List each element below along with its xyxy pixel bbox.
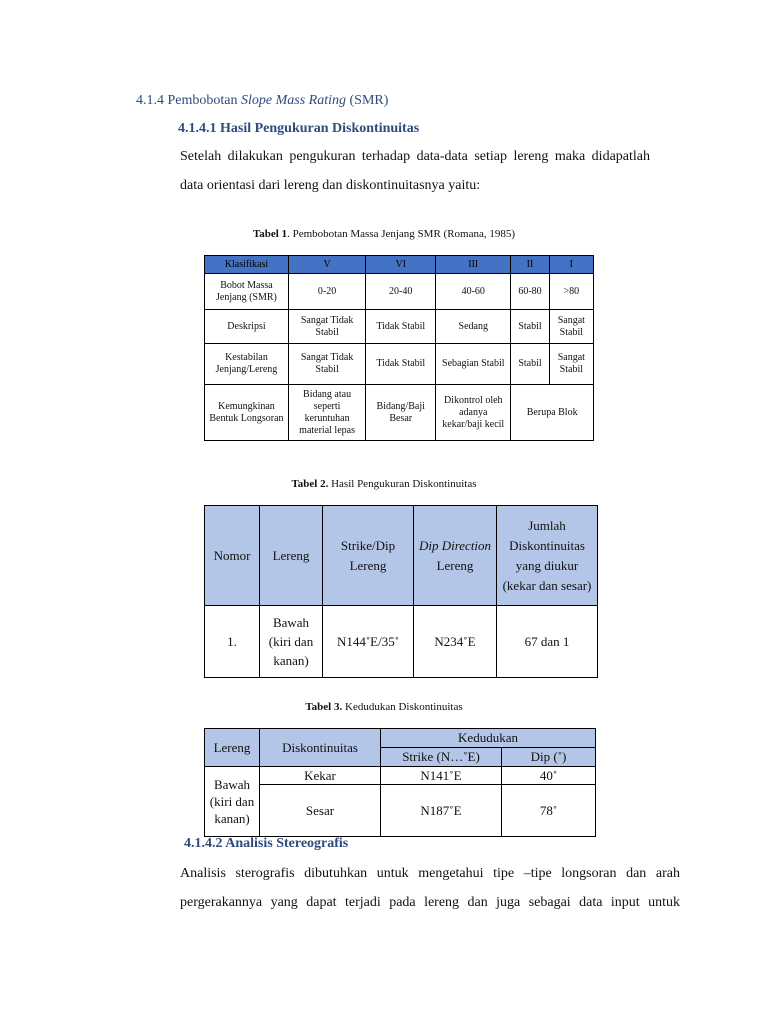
table-cell: 60-80 xyxy=(511,274,549,310)
table-cell: Kestabilan Jenjang/Lereng xyxy=(205,344,289,385)
table-header xyxy=(414,506,497,606)
table-header: III xyxy=(436,256,511,274)
table-cell: Kekar xyxy=(260,767,381,785)
dip-direction-rest: Lereng xyxy=(436,557,474,573)
table-row xyxy=(205,274,594,310)
subsection-heading-stereografis: 4.1.4.2 Analisis Stereografis xyxy=(184,836,349,851)
paragraph-intro xyxy=(180,142,650,200)
caption-label: Tabel 2. xyxy=(291,478,329,490)
table-cell: 40-60 xyxy=(436,274,511,310)
table-cell: >80 xyxy=(549,274,593,310)
table-cell: 78˚ xyxy=(502,785,596,837)
heading-number: 4.1.4 Pembobotan xyxy=(136,93,241,108)
table-row xyxy=(205,767,596,785)
table-cell: Tidak Stabil xyxy=(366,344,436,385)
table-cell: Tidak Stabil xyxy=(366,310,436,344)
table-row xyxy=(205,785,596,837)
table-header: Dip (˚) xyxy=(502,748,596,767)
table3-caption xyxy=(0,701,768,713)
paragraph-line: data orientasi dari lereng dan diskontinuitasnya yaitu: xyxy=(180,178,481,193)
caption-text: Kedudukan Diskontinuitas xyxy=(342,701,463,713)
table-cell: N187˚E xyxy=(381,785,502,837)
table-cell: Bidang/Baji Besar xyxy=(366,385,436,441)
table-header-row xyxy=(205,506,598,606)
table-cell: Dikontrol oleh adanya kekar/baji kecil xyxy=(436,385,511,441)
paragraph-line: Setelah dilakukan pengukuran terhadap data-data setiap lereng maka didapatlah xyxy=(180,149,650,164)
table-cell: 0-20 xyxy=(288,274,365,310)
table-cell: Sesar xyxy=(260,785,381,837)
table-cell: 20-40 xyxy=(366,274,436,310)
table-header: Lereng xyxy=(260,506,323,606)
paragraph-line: pergerakannya yang dapat terjadi pada lereng dan juga sebagai data input untuk xyxy=(180,895,680,910)
table2-caption xyxy=(0,478,768,490)
table-row xyxy=(205,344,594,385)
table-header: Lereng xyxy=(205,729,260,767)
table-cell: N234˚E xyxy=(414,606,497,678)
table-header-row xyxy=(205,729,596,748)
caption-label: Tabel 1 xyxy=(252,228,288,240)
table-cell: Kemungkinan Bentuk Longsoran xyxy=(205,385,289,441)
table-cell: Sebagian Stabil xyxy=(436,344,511,385)
table-cell: Sangat Tidak Stabil xyxy=(288,344,365,385)
table-cell: 40˚ xyxy=(502,767,596,785)
table-cell: Bidang atau seperti keruntuhan material lepas xyxy=(288,385,365,441)
table-row xyxy=(205,606,598,678)
table-row xyxy=(205,310,594,344)
table-cell: Stabil xyxy=(511,310,549,344)
table-header: Strike (N…˚E) xyxy=(381,748,502,767)
caption-text: . Pembobotan Massa Jenjang SMR (Romana, 1985) xyxy=(287,228,516,240)
table-header: VI xyxy=(366,256,436,274)
table-cell: Bawah (kiri dan kanan) xyxy=(260,606,323,678)
subsection-heading-diskontinuitas: 4.1.4.1 Hasil Pengukuran Diskontinuitas xyxy=(178,121,420,136)
paragraph-stereografis xyxy=(180,859,680,917)
table-cell: Stabil xyxy=(511,344,549,385)
table-cell: Bawah (kiri dan kanan) xyxy=(205,767,260,837)
table-header: Diskontinuitas xyxy=(260,729,381,767)
table-cell: Sedang xyxy=(436,310,511,344)
table1-caption xyxy=(0,228,768,240)
heading-suffix: (SMR) xyxy=(346,93,389,108)
table-cell: Sangat Stabil xyxy=(549,344,593,385)
dip-direction-italic: Dip Direction xyxy=(418,537,492,553)
table-header: II xyxy=(511,256,549,274)
table-kedudukan xyxy=(204,728,596,837)
table-header: I xyxy=(549,256,593,274)
table-cell: Bobot Massa Jenjang (SMR) xyxy=(205,274,289,310)
paragraph-line: Analisis sterografis dibutuhkan untuk mengetahui tipe –tipe longsoran dan arah xyxy=(180,866,680,881)
table-cell: 67 dan 1 xyxy=(497,606,598,678)
table-cell: N144˚E/35˚ xyxy=(323,606,414,678)
section-heading-smr xyxy=(136,93,388,109)
table-header: V xyxy=(288,256,365,274)
table-row xyxy=(205,385,594,441)
table-header-row xyxy=(205,256,594,274)
table-cell: Berupa Blok xyxy=(511,385,594,441)
caption-label: Tabel 3. xyxy=(305,701,343,713)
table-cell: Deskripsi xyxy=(205,310,289,344)
table-cell: N141˚E xyxy=(381,767,502,785)
caption-text: Hasil Pengukuran Diskontinuitas xyxy=(328,478,477,490)
table-header: Klasifikasi xyxy=(205,256,289,274)
table-header: Kedudukan xyxy=(381,729,596,748)
table-smr xyxy=(204,255,594,441)
table-hasil-pengukuran xyxy=(204,505,598,678)
table-cell: Sangat Tidak Stabil xyxy=(288,310,365,344)
heading-italic: Slope Mass Rating xyxy=(241,93,346,108)
table-header: Nomor xyxy=(205,506,260,606)
table-cell: 1. xyxy=(205,606,260,678)
table-cell: Sangat Stabil xyxy=(549,310,593,344)
table-header: Jumlah Diskontinuitas yang diukur (kekar dan sesar) xyxy=(497,506,598,606)
table-header: Strike/Dip Lereng xyxy=(323,506,414,606)
